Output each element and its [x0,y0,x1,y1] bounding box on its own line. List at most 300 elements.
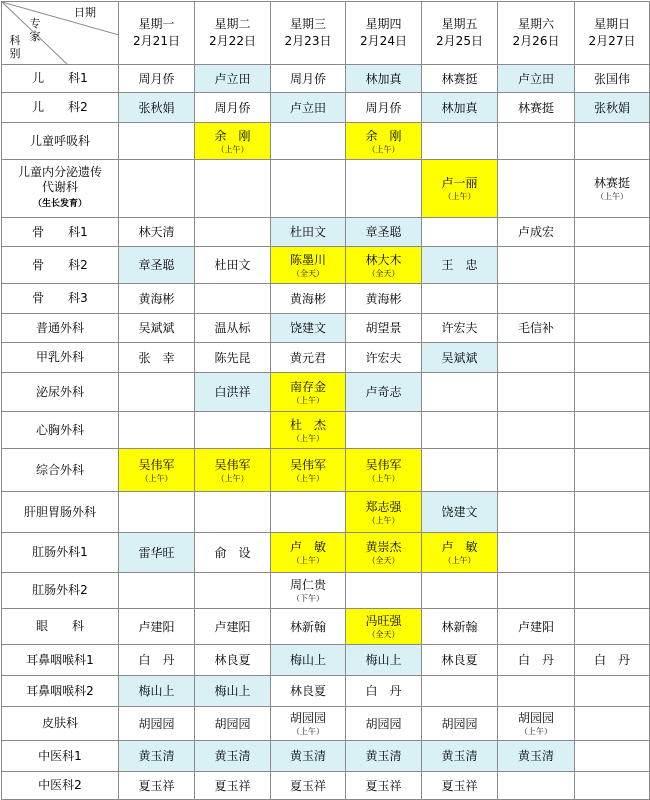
schedule-cell [195,707,271,741]
department-name: 骨 科3 [32,291,88,305]
department-cell [2,343,119,373]
department-cell [2,645,119,676]
schedule-cell [195,247,271,284]
doctor-name: 胡园园 [214,716,251,731]
department-cell [2,373,119,412]
doctor-name: 夏玉祥 [365,778,402,793]
session-note: （上午） [367,473,400,483]
schedule-cell [422,676,498,707]
weekday-label: 星期三 [289,17,326,31]
doctor-name: 林良夏 [214,653,251,667]
session-note: （全天） [367,268,400,278]
department-name: 泌尿外科 [35,384,84,399]
doctor-name: 吴伟军 [214,457,251,472]
schedule-cell [195,65,271,93]
doctor-name: 胡园园 [517,711,554,725]
department-row [2,343,650,373]
doctor-name: 周月侨 [214,100,251,115]
schedule-cell [575,65,650,93]
doctor-name: 饶建文 [441,505,478,519]
department-name: 儿 科1 [32,71,88,85]
doctor-name: 黄崇杰 [365,540,402,554]
schedule-cell [422,314,498,343]
corner-expert-label: 专家 [29,17,41,43]
schedule-cell [346,160,422,218]
department-cell [2,492,119,533]
department-name: 骨 科2 [32,257,88,272]
schedule-cell [498,343,575,373]
department-name: 耳鼻咽喉科1 [26,652,94,667]
schedule-cell [575,609,650,645]
doctor-name: 张 幸 [138,350,175,365]
doctor-name: 林良夏 [289,684,326,698]
schedule-cell [271,65,346,93]
department-cell [2,707,119,741]
schedule-cell [271,609,346,645]
doctor-name: 南存金 [289,379,326,394]
doctor-name: 胡园园 [138,716,175,731]
date-label: 2月23日 [284,34,332,48]
schedule-cell [119,247,195,284]
schedule-cell [422,123,498,160]
doctor-name: 余 刚 [365,128,402,143]
schedule-cell [575,676,650,707]
schedule-cell [119,373,195,412]
schedule-cell [346,609,422,645]
day-header-cell [271,2,346,65]
schedule-cell [575,93,650,123]
date-label: 2月27日 [588,34,636,48]
session-note: （全天） [292,268,324,278]
schedule-cell [119,741,195,772]
doctor-name: 林天清 [138,225,175,239]
department-cell [2,160,119,218]
department-name: 儿童呼吸科 [29,133,90,148]
department-row [2,573,650,609]
doctor-name: 林良夏 [441,653,478,667]
schedule-cell [271,772,346,800]
schedule-cell [575,284,650,314]
day-header-cell [346,2,422,65]
doctor-name: 周月侨 [365,100,402,115]
department-row [2,707,650,741]
schedule-cell [195,284,271,314]
doctor-name: 许宏夫 [441,321,478,335]
doctor-name: 林赛挺 [441,71,478,86]
department-name-line2: 代谢科 [41,180,78,194]
schedule-table [1,1,650,800]
day-header-cell [119,2,195,65]
schedule-cell [195,772,271,800]
schedule-cell [498,609,575,645]
schedule-cell [271,412,346,449]
doctor-name: 张国伟 [593,71,630,86]
session-note: （上午） [292,727,324,736]
schedule-cell [422,65,498,93]
schedule-cell [119,343,195,373]
doctor-name: 杜田文 [214,258,251,272]
schedule-cell [422,573,498,609]
schedule-cell [271,533,346,573]
day-header-cell [575,2,650,65]
doctor-name: 章圣聪 [365,225,402,239]
department-name: 儿 科2 [32,100,88,114]
weekday-label: 星期六 [517,17,554,31]
doctor-name: 林大木 [365,252,402,267]
doctor-name: 卢立田 [517,71,554,86]
department-row [2,412,650,449]
schedule-cell [575,492,650,533]
schedule-cell [498,247,575,284]
doctor-name: 林新翰 [441,619,478,634]
department-row [2,373,650,412]
schedule-cell [119,573,195,609]
schedule-cell [498,93,575,123]
doctor-name: 杜 杰 [289,417,326,432]
department-name: 耳鼻咽喉科2 [26,683,94,698]
doctor-name: 吴伟军 [138,457,175,472]
department-cell [2,573,119,609]
schedule-cell [346,449,422,492]
schedule-cell [271,160,346,218]
department-row [2,93,650,123]
schedule-cell [498,160,575,218]
schedule-cell [346,741,422,772]
schedule-cell [422,93,498,123]
doctor-name: 卢 敏 [289,540,326,554]
schedule-cell [119,533,195,573]
weekday-label: 星期四 [365,17,402,31]
doctor-name: 黄海彬 [365,291,402,306]
schedule-cell [346,123,422,160]
department-cell [2,93,119,123]
day-header-cell [422,2,498,65]
department-cell [2,218,119,247]
schedule-cell [119,609,195,645]
doctor-name: 夏玉祥 [441,778,478,793]
schedule-cell [422,449,498,492]
department-cell [2,123,119,160]
department-row [2,284,650,314]
schedule-cell [498,707,575,741]
schedule-cell [195,160,271,218]
session-note: （下午） [292,594,324,603]
department-row [2,676,650,707]
department-name: 心胸外科 [35,422,84,437]
doctor-name: 夏玉祥 [214,778,251,793]
schedule-cell [422,247,498,284]
schedule-cell [195,645,271,676]
session-note: （全天） [367,630,400,639]
doctor-name: 胡园园 [365,716,402,731]
corner-dept-label: 科别 [9,34,21,60]
schedule-cell [271,645,346,676]
doctor-name: 林赛挺 [517,100,554,115]
doctor-name: 林赛挺 [593,176,630,190]
doctor-name: 周月侨 [289,71,326,86]
schedule-cell [195,373,271,412]
department-name: 眼 科 [35,619,84,633]
session-note: （上午） [443,556,476,565]
doctor-name: 饶建文 [289,321,326,335]
doctor-name: 俞 设 [214,545,251,560]
schedule-cell [346,492,422,533]
doctor-name: 卢成宏 [517,225,554,239]
schedule-cell [346,373,422,412]
department-cell [2,741,119,772]
session-note: （上午） [596,192,628,201]
schedule-cell [195,412,271,449]
schedule-cell [195,93,271,123]
session-note: （上午） [367,515,400,525]
doctor-name: 张秋娟 [138,100,175,115]
schedule-cell [271,218,346,247]
schedule-cell [575,373,650,412]
schedule-cell [575,160,650,218]
date-label: 2月24日 [360,34,407,48]
schedule-cell [346,645,422,676]
weekday-label: 星期日 [593,17,630,31]
doctor-name: 雷华旺 [138,545,175,560]
corner-header-cell [2,2,119,65]
day-header-cell [195,2,271,65]
doctor-name: 黄海彬 [138,291,175,306]
schedule-cell [271,676,346,707]
schedule-cell [346,412,422,449]
department-cell [2,284,119,314]
schedule-cell [575,645,650,676]
schedule-cell [195,609,271,645]
doctor-name: 温从标 [214,321,251,335]
schedule-cell [119,284,195,314]
doctor-name: 黄玉清 [517,749,554,763]
department-row [2,247,650,284]
schedule-cell [271,373,346,412]
schedule-cell [119,645,195,676]
department-cell [2,247,119,284]
schedule-cell [195,741,271,772]
session-note: （上午） [216,144,249,154]
session-note: （上午） [216,473,249,483]
schedule-cell [498,772,575,800]
doctor-name: 黄玉清 [138,749,175,763]
doctor-name: 卢奇志 [365,385,402,399]
department-row [2,492,650,533]
doctor-name: 吴斌斌 [138,321,175,335]
doctor-name: 黄元君 [289,350,326,365]
schedule-cell [119,772,195,800]
schedule-cell [271,93,346,123]
doctor-name: 卢建阳 [138,619,175,634]
schedule-cell [575,343,650,373]
schedule-cell [422,609,498,645]
schedule-cell [119,218,195,247]
doctor-name: 黄玉清 [365,749,402,763]
schedule-cell [498,741,575,772]
session-note: （上午） [520,727,552,736]
department-subtitle: （生长发育） [32,199,87,209]
department-row [2,609,650,645]
doctor-name: 夏玉祥 [138,778,175,793]
schedule-cell [346,65,422,93]
schedule-cell [195,573,271,609]
department-row [2,449,650,492]
schedule-cell [195,676,271,707]
session-note: （上午） [292,473,324,483]
schedule-cell [346,93,422,123]
session-note: （上午） [367,144,400,154]
schedule-cell [422,707,498,741]
schedule-cell [422,772,498,800]
department-name: 中医科1 [38,748,82,763]
doctor-name: 林加真 [441,100,478,115]
doctor-name: 黄玉清 [214,749,251,763]
doctor-name: 黄玉清 [441,749,478,763]
doctor-name: 卢一丽 [441,176,478,190]
schedule-cell [271,741,346,772]
schedule-cell [422,741,498,772]
schedule-cell [271,573,346,609]
department-name: 甲乳外科 [35,350,84,364]
schedule-cell [575,533,650,573]
session-note: （上午） [443,192,476,201]
doctor-name: 许宏夫 [365,350,402,365]
department-name: 普通外科 [35,320,84,335]
doctor-name: 胡园园 [441,716,478,731]
schedule-cell [422,412,498,449]
schedule-cell [119,93,195,123]
schedule-cell [346,247,422,284]
doctor-name: 林新翰 [289,619,326,634]
schedule-cell [195,123,271,160]
schedule-cell [422,343,498,373]
session-note: （上午） [292,433,324,443]
department-name: 肛肠外科2 [32,583,88,597]
schedule-cell [119,676,195,707]
schedule-cell [575,247,650,284]
schedule-cell [346,218,422,247]
doctor-name: 梅山上 [214,684,251,698]
department-row [2,533,650,573]
schedule-cell [498,412,575,449]
schedule-cell [498,645,575,676]
schedule-cell [119,160,195,218]
session-note: （全天） [367,556,400,565]
header-row [2,2,650,65]
doctor-name: 卢建阳 [517,619,554,634]
schedule-cell [271,314,346,343]
department-row [2,314,650,343]
schedule-cell [119,449,195,492]
schedule-cell [498,533,575,573]
department-cell [2,609,119,645]
department-name: 皮肤科 [41,716,78,730]
date-label: 2月25日 [436,34,483,48]
schedule-cell [422,218,498,247]
schedule-cell [498,218,575,247]
department-name: 综合外科 [35,462,84,477]
schedule-cell [575,449,650,492]
doctor-name: 吴斌斌 [441,350,478,365]
schedule-cell [498,449,575,492]
schedule-cell [271,123,346,160]
doctor-name: 余 刚 [214,128,251,143]
schedule-cell [422,284,498,314]
department-cell [2,314,119,343]
schedule-cell [346,314,422,343]
doctor-name: 王 忠 [441,258,478,272]
doctor-name: 白 丹 [365,684,402,698]
schedule-cell [346,343,422,373]
doctor-name: 卢建阳 [214,619,251,634]
schedule-cell [575,573,650,609]
session-note: （上午） [292,395,324,405]
department-row [2,741,650,772]
schedule-cell [498,284,575,314]
weekday-label: 星期一 [138,17,175,31]
schedule-cell [346,772,422,800]
doctor-name: 周月侨 [138,71,175,86]
day-header-cell [498,2,575,65]
schedule-cell [195,343,271,373]
department-name: 中医科2 [38,778,82,792]
doctor-name: 白 丹 [138,653,175,667]
schedule-cell [498,373,575,412]
doctor-name: 林加真 [365,71,402,86]
doctor-name: 胡望景 [365,321,402,335]
schedule-cell [271,707,346,741]
schedule-cell [195,533,271,573]
schedule-cell [119,492,195,533]
schedule-cell [575,772,650,800]
schedule-cell [346,573,422,609]
schedule-cell [575,412,650,449]
schedule-cell [271,247,346,284]
schedule-cell [575,314,650,343]
schedule-cell [575,218,650,247]
doctor-name: 吴伟军 [289,457,326,472]
doctor-name: 卢 敏 [441,540,478,554]
doctor-name: 白 丹 [593,653,630,667]
schedule-cell [575,707,650,741]
department-cell [2,449,119,492]
schedule-cell [346,707,422,741]
doctor-name: 陈墨川 [289,252,326,267]
doctor-name: 周仁贵 [289,578,326,592]
doctor-name: 郑志强 [365,499,402,514]
date-label: 2月22日 [209,34,256,48]
doctor-name: 白洪祥 [214,385,251,399]
corner-date-label: 日期 [74,6,96,19]
department-cell [2,412,119,449]
department-row [2,160,650,218]
department-name: 肝胆胃肠外科 [23,504,96,519]
schedule-cell [422,492,498,533]
doctor-name: 梅山上 [138,684,175,698]
schedule-cell [119,65,195,93]
schedule-cell [195,218,271,247]
department-row [2,772,650,800]
schedule-cell [422,160,498,218]
schedule-cell [498,65,575,93]
doctor-name: 梅山上 [289,653,326,667]
department-name: 儿童内分泌遗传 [17,165,102,179]
doctor-name: 张秋娟 [593,100,630,115]
schedule-cell [119,123,195,160]
department-row [2,123,650,160]
schedule-cell [271,343,346,373]
doctor-name: 冯旺强 [365,614,402,628]
